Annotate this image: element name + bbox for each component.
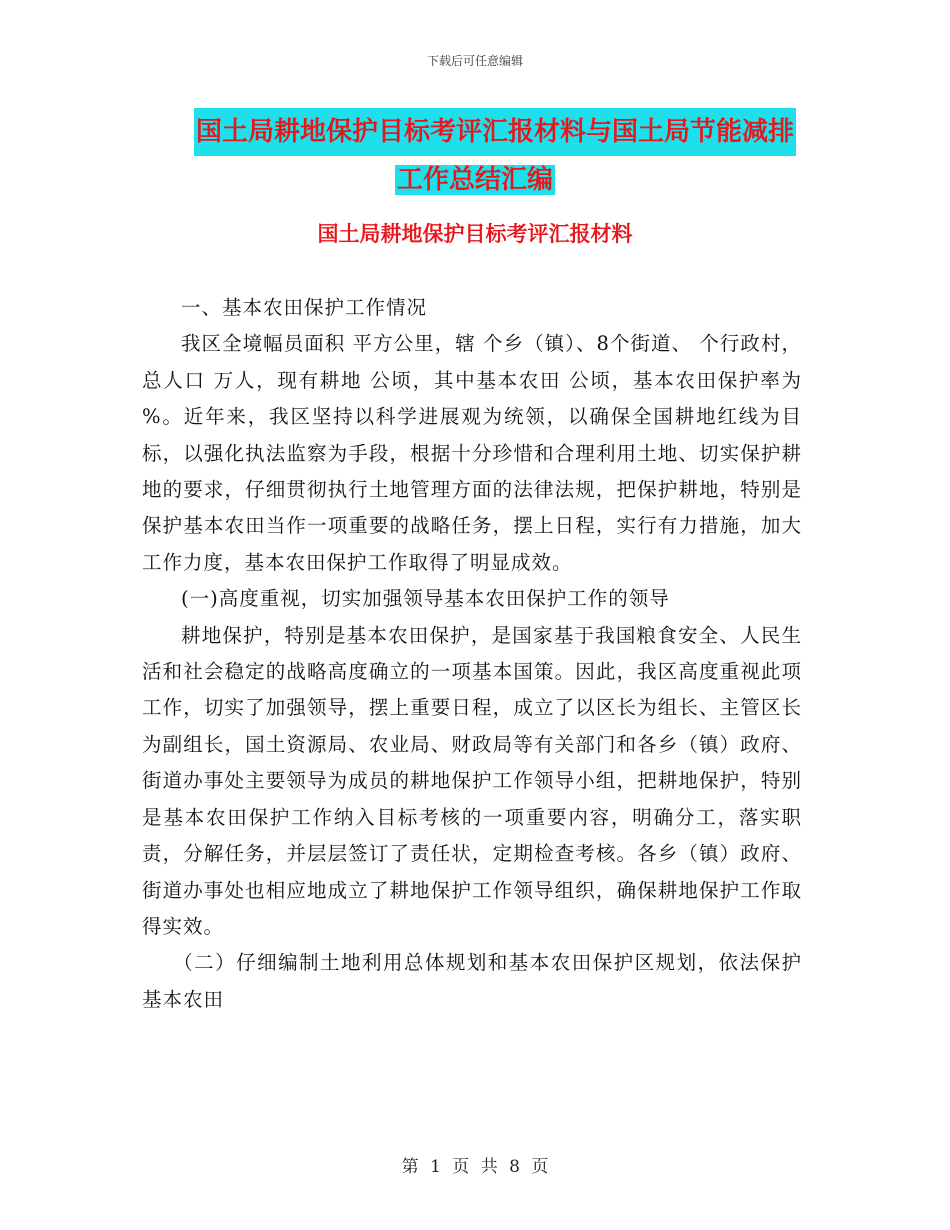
paragraph-subheading-2: （二）仔细编制土地利用总体规划和基本农田保护区规划，依法保护基本农田 <box>142 951 802 1011</box>
page-number: 第 1 页 共 8 页 <box>401 1157 549 1177</box>
document-title <box>0 108 950 204</box>
paragraph-heading-basic-farmland: 一、基本农田保护工作情况 <box>181 296 428 319</box>
document-body <box>142 290 802 1018</box>
document-title-line-2: 工作总结汇编 <box>396 165 553 195</box>
section-title: 国土局耕地保护目标考评汇报材料 <box>317 222 633 246</box>
paragraph-subheading-1: (一)高度重视，切实加强领导基本农田保护工作的领导 <box>181 587 670 611</box>
paragraph-leadership: 耕地保护，特别是基本农田保护，是国家基于我国粮食安全、人民生活和社会稳定的战略高度确立的一项基本国策。因此，我区高度重视此项工作，切实了加强领导，摆上重要日程，成立了以区长为组长、主管区长为副组长，国土资源局、农业局、财政局等有关部门和各乡（镇）政府、街道办事处主要领导为成员的耕地保护工作领导小组，把耕地保护，特别是基本农田保护工作纳入目标考核的一项重要内容，明确分工，落实职责，分解任务，并层层签订了责任状，定期检查考核。各乡（镇）政府、街道办事处也相应地成立了耕地保护工作领导组织，确保耕地保护工作取得实效。 <box>142 623 802 938</box>
document-title-line-1: 国土局耕地保护目标考评汇报材料与国土局节能减排 <box>194 108 796 156</box>
paragraph-overview: 我区全境幅员面积 平方公里，辖 个乡（镇）、8个街道、 个行政村，总人口 万人，现有耕地 公顷，其中基本农田 公顷，基本农田保护率为 %。近年来，我区坚持以科学进展观为统领，以确保全国耕地红线为目标，以强化执法监察为手段，根据十分珍惜和合理利用土地、切实保护耕地的要求，仔细贯彻执行土地管理方面的法律法规，把保护耕地，特别是保护基本农田当作一项重要的战略任务，摆上日程，实行有力措施，加大工作力度，基本农田保护工作取得了明显成效。 <box>142 332 802 574</box>
page-header-note: 下载后可任意编辑 <box>426 54 523 68</box>
